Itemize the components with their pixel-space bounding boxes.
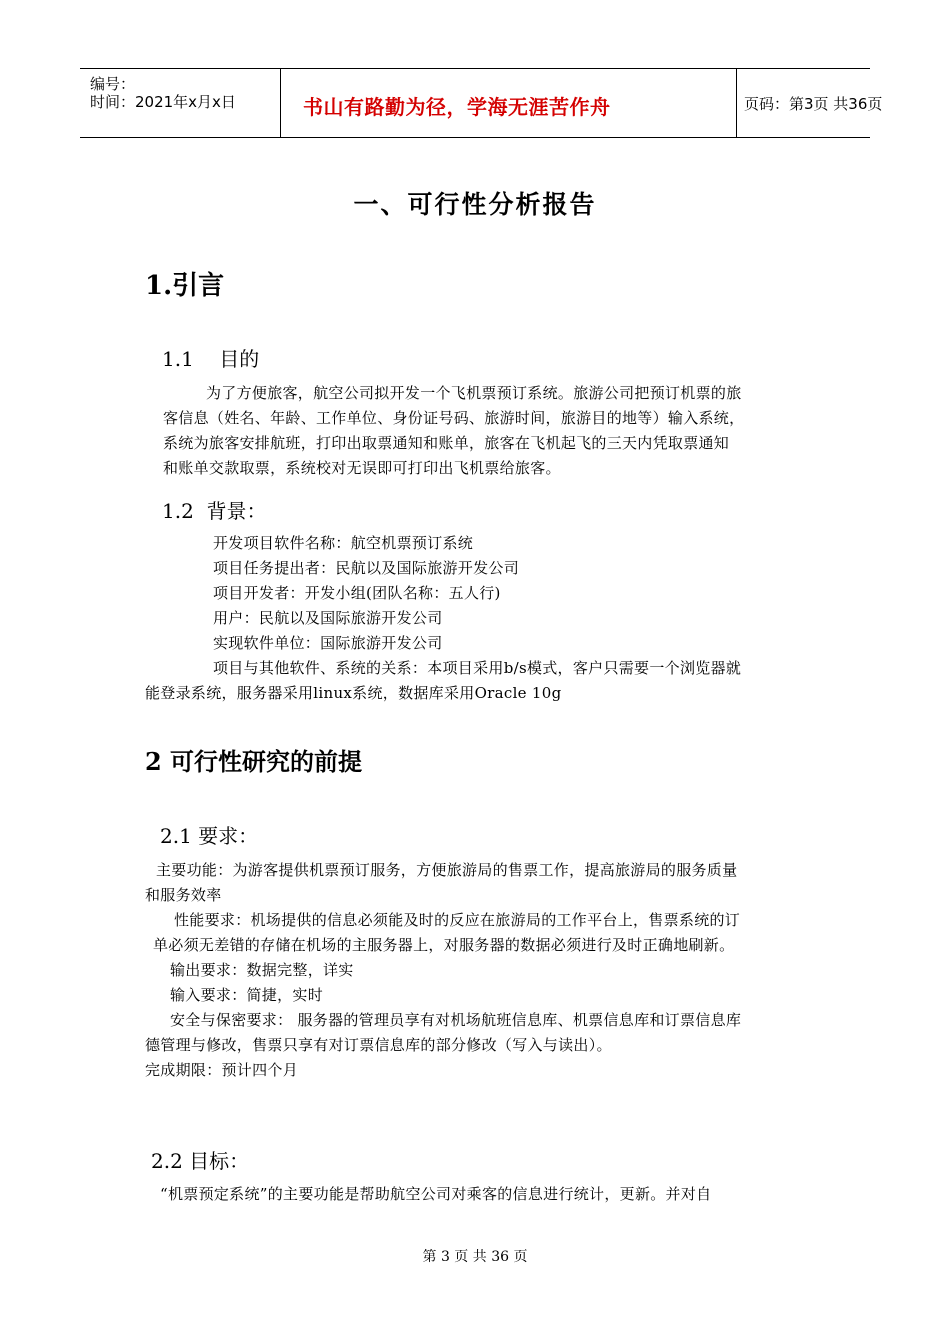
section1-heading: 1.引言	[145, 271, 225, 301]
paragraph-line: 安全与保密要求： 服务器的管理员享有对机场航班信息库、机票信息库和订票信息库	[170, 1011, 742, 1029]
paragraph-line: 输出要求：数据完整，详实	[170, 961, 354, 979]
paragraph-line: 用户：民航以及国际旅游开发公司	[213, 609, 443, 627]
paragraph-line: 和服务效率	[145, 886, 222, 904]
paragraph-line: 开发项目软件名称：航空机票预订系统	[213, 534, 474, 552]
section1-1-heading: 1.1 目的	[162, 347, 260, 371]
paragraph-line: 完成期限：预计四个月	[145, 1061, 299, 1079]
paragraph-line: 主要功能：为游客提供机票预订服务，方便旅游局的售票工作，提高旅游局的服务质量	[156, 861, 738, 879]
time-label: 时间：2021年x月x日	[90, 93, 236, 111]
header-motto-cell	[280, 69, 737, 137]
paragraph-line: 项目与其他软件、系统的关系：本项目采用b/s模式，客户只需要一个浏览器就	[213, 659, 742, 677]
paragraph-line: 系统为旅客安排航班，打印出取票通知和账单，旅客在飞机起飞的三天内凭取票通知	[163, 434, 730, 452]
paragraph-line: 单必须无差错的存储在机场的主服务器上，对服务器的数据必须进行及时正确地刷新。	[153, 936, 735, 954]
paragraph-line: 客信息（姓名、年龄、工作单位、身份证号码、旅游时间，旅游目的地等）输入系统，	[163, 409, 745, 427]
paragraph-line: 为了方便旅客，航空公司拟开发一个飞机票预订系统。旅游公司把预订机票的旅	[206, 384, 742, 402]
page-info: 页码：第3页 共36页	[744, 95, 883, 113]
paragraph-line: 德管理与修改，售票只享有对订票信息库的部分修改（写入与读出）。	[145, 1036, 612, 1054]
document-title: 一、可行性分析报告	[353, 190, 597, 219]
section2-2-heading: 2.2 目标：	[151, 1149, 250, 1173]
paragraph-line: “机票预定系统”的主要功能是帮助航空公司对乘客的信息进行统计，更新。并对自	[160, 1185, 712, 1203]
number-label: 编号：	[90, 75, 136, 93]
header-page-cell	[736, 69, 883, 137]
motto-text: 书山有路勤为径，学海无涯苦作舟	[303, 95, 611, 119]
paragraph-line: 输入要求：简捷，实时	[170, 986, 324, 1004]
paragraph-line: 能登录系统，服务器采用linux系统，数据库采用Oracle 10g	[145, 684, 562, 702]
page-footer: 第 3 页 共 36 页	[422, 1249, 528, 1265]
header-table	[80, 68, 883, 138]
paragraph-line: 项目任务提出者：民航以及国际旅游开发公司	[213, 559, 520, 577]
section1-2-heading: 1.2 背景：	[162, 499, 267, 523]
section2-1-heading: 2.1 要求：	[160, 824, 259, 848]
paragraph-line: 实现软件单位：国际旅游开发公司	[213, 634, 443, 652]
header-meta	[80, 69, 280, 137]
paragraph-line: 和账单交款取票，系统校对无误即可打印出飞机票给旅客。	[163, 459, 561, 477]
section2-heading: 2 可行性研究的前提	[145, 747, 363, 776]
paragraph-line: 项目开发者：开发小组(团队名称：五人行)	[213, 584, 501, 602]
paragraph-line: 性能要求：机场提供的信息必须能及时的反应在旅游局的工作平台上，售票系统的订	[174, 911, 741, 929]
